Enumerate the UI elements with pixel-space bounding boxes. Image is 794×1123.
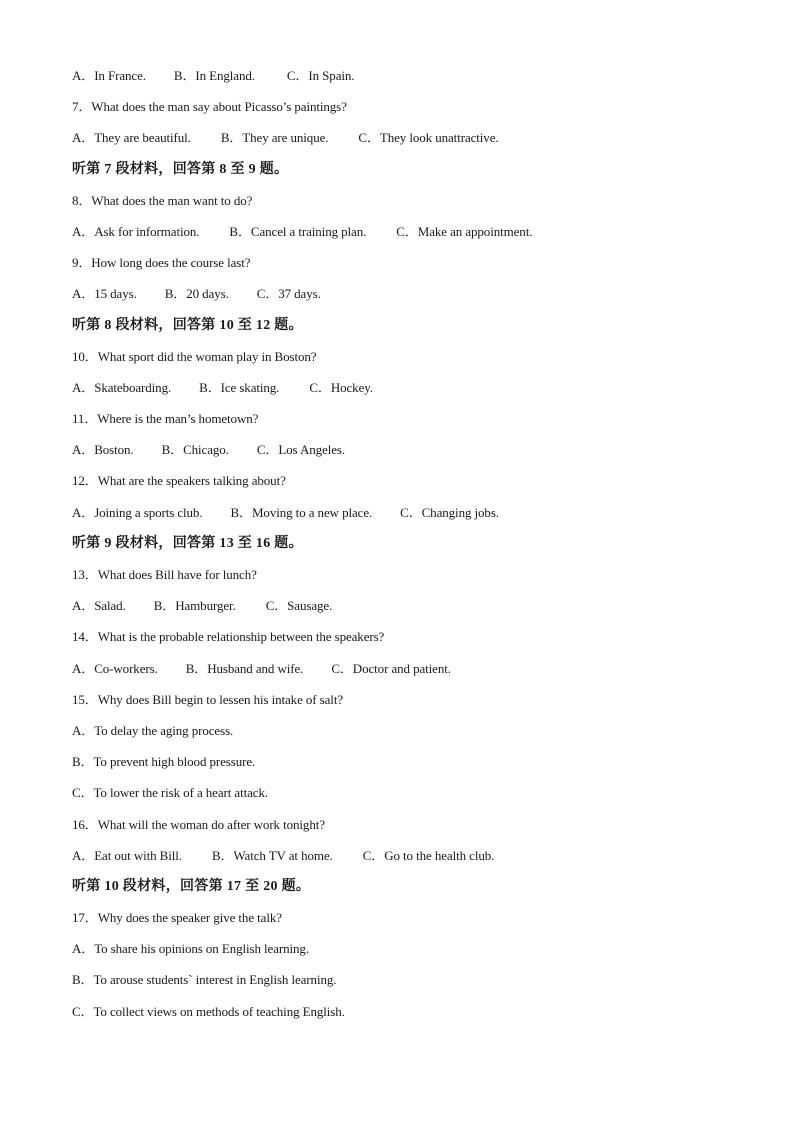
question-text: C．To collect views on methods of teaching English. <box>72 1003 345 1019</box>
question-text: A．To delay the aging process. <box>72 722 234 738</box>
answer-option: A．Boston. <box>72 442 134 458</box>
answer-option: C．Make an appointment. <box>396 223 533 239</box>
answer-option: B．Cancel a training plan. <box>229 223 367 239</box>
answer-option: A．Skateboarding. <box>72 379 172 395</box>
answer-option: B．Watch TV at home. <box>211 847 333 863</box>
question-text: 8．What does the man want to do? <box>72 192 253 208</box>
answer-options-row <box>72 657 732 688</box>
question-text: 15．Why does Bill begin to lessen his intake of salt? <box>72 691 344 707</box>
question-text: 10．What sport did the woman play in Boston? <box>72 348 317 364</box>
answer-option: C．Sausage. <box>265 598 333 614</box>
question-text: 16．What will the woman do after work tonight? <box>72 816 325 832</box>
answer-option: A．15 days. <box>72 286 137 302</box>
answer-option: B．Moving to a new place. <box>230 504 373 520</box>
answer-option: B．Chicago. <box>161 442 229 458</box>
answer-option: A．They are beautiful. <box>72 130 191 146</box>
section-heading: 听第 10 段材料，回答第 17 至 20 题。 <box>72 878 311 894</box>
answer-option: C．Hockey. <box>309 379 373 395</box>
answer-option: B．20 days. <box>164 286 229 302</box>
question-text: 11．Where is the man’s hometown? <box>72 411 259 427</box>
question-text: A．To share his opinions on English learning. <box>72 941 309 957</box>
answer-options-row <box>72 282 732 313</box>
answer-options-row <box>72 126 732 157</box>
answer-option: A．Salad. <box>72 598 126 614</box>
answer-option: C．Changing jobs. <box>400 504 499 520</box>
question-text: 9．How long does the course last? <box>72 255 251 271</box>
question-text: C．To lower the risk of a heart attack. <box>72 785 268 801</box>
answer-option: A．In France. <box>72 68 146 83</box>
answer-options-row <box>72 844 732 875</box>
question-text: 17．Why does the speaker give the talk? <box>72 910 282 926</box>
question-text: 12．What are the speakers talking about? <box>72 473 286 489</box>
section-heading: 听第 7 段材料，回答第 8 至 9 题。 <box>72 161 289 177</box>
answer-option: B．Husband and wife. <box>185 660 304 676</box>
answer-option: C．Go to the health club. <box>362 847 495 863</box>
answer-option: A．Joining a sports club. <box>72 504 203 520</box>
answer-option: B．Ice skating. <box>199 379 280 395</box>
answer-option: C．In Spain. <box>286 68 355 83</box>
answer-options-row <box>72 64 732 95</box>
answer-options-row <box>72 376 732 407</box>
question-text: B．To prevent high blood pressure. <box>72 754 256 770</box>
question-text: 14．What is the probable relationship between the speakers? <box>72 629 385 645</box>
answer-option: C．37 days. <box>256 286 321 302</box>
answer-option: A．Co-workers. <box>72 660 158 676</box>
question-text: B．To arouse students` interest in English learning. <box>72 972 337 988</box>
answer-option: B．They are unique. <box>220 130 329 146</box>
answer-option: C．Doctor and patient. <box>331 660 451 676</box>
answer-options-row <box>72 594 732 625</box>
answer-option: C．Los Angeles. <box>256 442 345 458</box>
answer-option: A．Ask for information. <box>72 223 200 239</box>
answer-options-row <box>72 220 732 251</box>
question-text: 7．What does the man say about Picasso’s paintings? <box>72 99 347 115</box>
answer-option: B．Hamburger. <box>153 598 236 614</box>
section-heading: 听第 9 段材料，回答第 13 至 16 题。 <box>72 535 303 551</box>
answer-option: C．They look unattractive. <box>358 130 499 146</box>
answer-options-row <box>72 438 732 469</box>
answer-option: B．In England. <box>173 68 255 83</box>
answer-options-row <box>72 501 732 532</box>
question-text: 13．What does Bill have for lunch? <box>72 567 257 582</box>
section-heading: 听第 8 段材料，回答第 10 至 12 题。 <box>72 317 303 333</box>
answer-option: A．Eat out with Bill. <box>72 847 182 863</box>
exam-page <box>72 64 732 1031</box>
